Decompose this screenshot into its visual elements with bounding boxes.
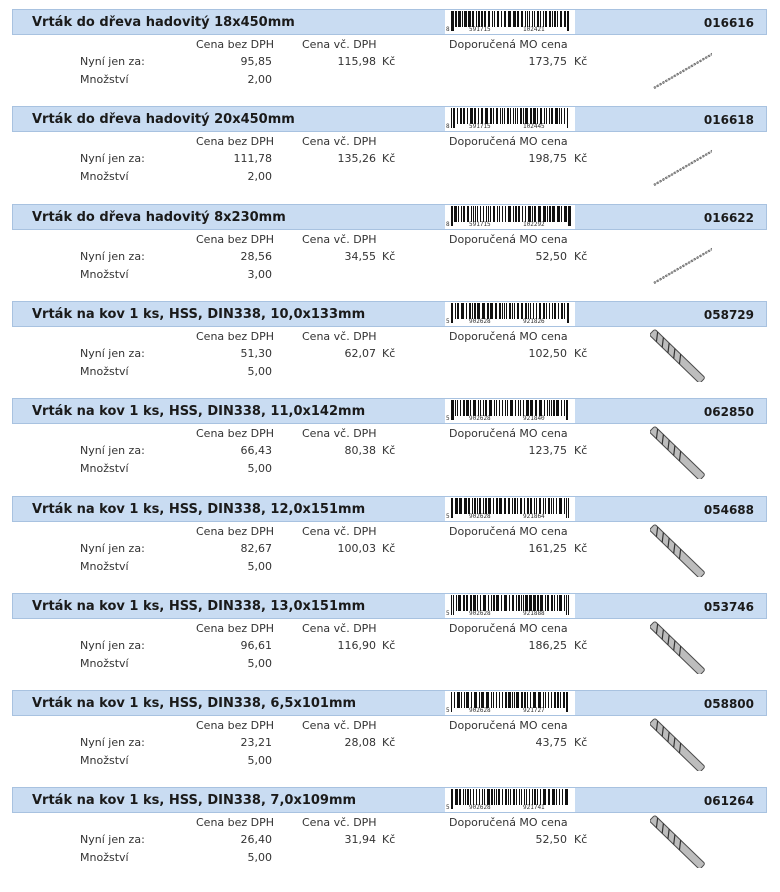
product-item xyxy=(0,681,780,778)
quantity-value: 5,00 xyxy=(247,560,272,573)
recommended-price-header: Doporučená MO cena xyxy=(449,719,568,732)
quantity-value: 2,00 xyxy=(247,170,272,183)
quantity-label: Množství xyxy=(80,754,129,767)
product-code: 061264 xyxy=(703,794,754,808)
currency-label: Kč xyxy=(574,250,588,263)
currency-label: Kč xyxy=(574,736,588,749)
price-vat: 34,55 xyxy=(344,250,376,263)
product-title: Vrták do dřeva hadovitý 8x230mm xyxy=(32,210,286,225)
barcode-group-1: 902628 xyxy=(469,804,491,811)
barcode-bars-icon xyxy=(445,788,575,812)
product-item xyxy=(0,584,780,681)
price-no-vat-header: Cena bez DPH xyxy=(196,233,275,246)
now-only-label: Nyní jen za: xyxy=(80,347,145,360)
currency-label: Kč xyxy=(382,347,396,360)
metal-drill-bit-icon xyxy=(650,523,712,577)
price-no-vat-header: Cena bez DPH xyxy=(196,525,275,538)
recommended-price-header: Doporučená MO cena xyxy=(449,622,568,635)
price-no-vat-header: Cena bez DPH xyxy=(196,427,275,440)
price-no-vat: 82,67 xyxy=(240,542,272,555)
quantity-label: Množství xyxy=(80,268,129,281)
price-no-vat: 96,61 xyxy=(240,639,272,652)
metal-drill-bit-icon xyxy=(650,717,712,771)
product-title: Vrták na kov 1 ks, HSS, DIN338, 11,0x142mm xyxy=(32,404,366,419)
metal-drill-bit-icon xyxy=(650,425,712,479)
barcode-digit: 5 xyxy=(446,610,450,617)
wood-auger-bit-icon xyxy=(650,231,712,285)
quantity-label: Množství xyxy=(80,462,129,475)
product-item xyxy=(0,97,780,194)
price-vat: 100,03 xyxy=(337,542,376,555)
barcode xyxy=(445,691,575,715)
product-code: 058729 xyxy=(703,308,754,322)
quantity-label: Množství xyxy=(80,560,129,573)
recommended-price-header: Doporučená MO cena xyxy=(449,427,568,440)
barcode-group-1: 902628 xyxy=(469,610,491,617)
barcode-bars-icon xyxy=(445,205,575,229)
barcode-digit: 5 xyxy=(446,415,450,422)
barcode-group-1: 902628 xyxy=(469,707,491,714)
now-only-label: Nyní jen za: xyxy=(80,833,145,846)
barcode-digit: 8 xyxy=(446,123,450,130)
price-no-vat-header: Cena bez DPH xyxy=(196,135,275,148)
price-vat: 135,26 xyxy=(337,152,376,165)
price-no-vat: 26,40 xyxy=(240,833,272,846)
price-vat-header: Cena vč. DPH xyxy=(302,38,377,51)
product-item xyxy=(0,292,780,389)
barcode-group-1: 902628 xyxy=(469,415,491,422)
product-header xyxy=(12,9,767,35)
barcode xyxy=(445,205,575,229)
product-header xyxy=(12,593,767,619)
product-header xyxy=(12,787,767,813)
recommended-price: 123,75 xyxy=(528,444,567,457)
barcode-digit: 5 xyxy=(446,804,450,811)
barcode-group-2: 921727 xyxy=(523,707,545,714)
barcode-bars-icon xyxy=(445,497,575,521)
barcode-bars-icon xyxy=(445,107,575,131)
barcode-group-2: 921864 xyxy=(523,513,545,520)
product-code: 016616 xyxy=(703,16,754,30)
quantity-label: Množství xyxy=(80,657,129,670)
barcode-group-1: 902628 xyxy=(469,318,491,325)
product-code: 053746 xyxy=(703,600,754,614)
barcode-group-1: 902628 xyxy=(469,513,491,520)
quantity-value: 5,00 xyxy=(247,365,272,378)
price-vat: 80,38 xyxy=(344,444,376,457)
product-header xyxy=(12,204,767,230)
metal-drill-bit-icon xyxy=(650,814,712,868)
currency-label: Kč xyxy=(574,833,588,846)
barcode xyxy=(445,399,575,423)
price-no-vat: 28,56 xyxy=(240,250,272,263)
product-code: 058800 xyxy=(703,697,754,711)
product-item xyxy=(0,195,780,292)
product-header xyxy=(12,301,767,327)
price-vat-header: Cena vč. DPH xyxy=(302,427,377,440)
price-no-vat: 66,43 xyxy=(240,444,272,457)
barcode-bars-icon xyxy=(445,302,575,326)
currency-label: Kč xyxy=(382,55,396,68)
price-vat-header: Cena vč. DPH xyxy=(302,233,377,246)
price-vat: 116,90 xyxy=(337,639,376,652)
price-vat: 115,98 xyxy=(337,55,376,68)
recommended-price: 52,50 xyxy=(535,833,567,846)
product-item xyxy=(0,0,780,97)
barcode-bars-icon xyxy=(445,10,575,34)
product-title: Vrták na kov 1 ks, HSS, DIN338, 13,0x151mm xyxy=(32,599,366,614)
quantity-label: Množství xyxy=(80,73,129,86)
product-title: Vrták na kov 1 ks, HSS, DIN338, 6,5x101mm xyxy=(32,696,357,711)
price-vat: 28,08 xyxy=(344,736,376,749)
quantity-label: Množství xyxy=(80,851,129,864)
quantity-label: Množství xyxy=(80,365,129,378)
recommended-price: 52,50 xyxy=(535,250,567,263)
recommended-price: 173,75 xyxy=(528,55,567,68)
barcode-bars-icon xyxy=(445,691,575,715)
barcode-group-2: 102445 xyxy=(523,123,545,130)
recommended-price-header: Doporučená MO cena xyxy=(449,330,568,343)
quantity-value: 2,00 xyxy=(247,73,272,86)
barcode xyxy=(445,594,575,618)
now-only-label: Nyní jen za: xyxy=(80,736,145,749)
currency-label: Kč xyxy=(382,542,396,555)
recommended-price-header: Doporučená MO cena xyxy=(449,525,568,538)
price-no-vat: 51,30 xyxy=(240,347,272,360)
product-item xyxy=(0,487,780,584)
product-code: 016618 xyxy=(703,113,754,127)
currency-label: Kč xyxy=(574,347,588,360)
currency-label: Kč xyxy=(382,736,396,749)
now-only-label: Nyní jen za: xyxy=(80,444,145,457)
product-title: Vrták do dřeva hadovitý 20x450mm xyxy=(32,112,295,127)
quantity-value: 5,00 xyxy=(247,657,272,670)
currency-label: Kč xyxy=(382,639,396,652)
barcode-digit: 5 xyxy=(446,513,450,520)
price-no-vat-header: Cena bez DPH xyxy=(196,719,275,732)
product-title: Vrták na kov 1 ks, HSS, DIN338, 12,0x151mm xyxy=(32,502,366,517)
barcode-group-2: 921826 xyxy=(523,318,545,325)
currency-label: Kč xyxy=(382,444,396,457)
barcode-group-2: 921888 xyxy=(523,610,545,617)
currency-label: Kč xyxy=(382,250,396,263)
now-only-label: Nyní jen za: xyxy=(80,250,145,263)
quantity-value: 3,00 xyxy=(247,268,272,281)
product-title: Vrták do dřeva hadovitý 18x450mm xyxy=(32,15,295,30)
price-vat-header: Cena vč. DPH xyxy=(302,525,377,538)
barcode-group-2: 102292 xyxy=(523,221,545,228)
barcode-digit: 5 xyxy=(446,707,450,714)
price-vat-header: Cena vč. DPH xyxy=(302,330,377,343)
wood-auger-bit-icon xyxy=(650,36,712,90)
quantity-label: Množství xyxy=(80,170,129,183)
price-no-vat-header: Cena bez DPH xyxy=(196,330,275,343)
recommended-price-header: Doporučená MO cena xyxy=(449,233,568,246)
price-no-vat: 23,21 xyxy=(240,736,272,749)
now-only-label: Nyní jen za: xyxy=(80,542,145,555)
product-title: Vrták na kov 1 ks, HSS, DIN338, 10,0x133mm xyxy=(32,307,366,322)
quantity-value: 5,00 xyxy=(247,754,272,767)
price-no-vat: 95,85 xyxy=(240,55,272,68)
price-no-vat-header: Cena bez DPH xyxy=(196,816,275,829)
barcode xyxy=(445,302,575,326)
price-vat-header: Cena vč. DPH xyxy=(302,816,377,829)
currency-label: Kč xyxy=(574,55,588,68)
currency-label: Kč xyxy=(574,639,588,652)
barcode-group-1: 591715 xyxy=(469,123,491,130)
barcode-group-2: 921840 xyxy=(523,415,545,422)
product-title: Vrták na kov 1 ks, HSS, DIN338, 7,0x109mm xyxy=(32,793,357,808)
currency-label: Kč xyxy=(382,152,396,165)
price-vat-header: Cena vč. DPH xyxy=(302,622,377,635)
metal-drill-bit-icon xyxy=(650,328,712,382)
quantity-value: 5,00 xyxy=(247,462,272,475)
barcode xyxy=(445,497,575,521)
barcode xyxy=(445,107,575,131)
barcode-group-1: 591715 xyxy=(469,26,491,33)
barcode-group-2: 102421 xyxy=(523,26,545,33)
product-code: 016622 xyxy=(703,211,754,225)
now-only-label: Nyní jen za: xyxy=(80,152,145,165)
barcode-digit: 5 xyxy=(446,318,450,325)
price-vat: 62,07 xyxy=(344,347,376,360)
barcode-bars-icon xyxy=(445,399,575,423)
product-code: 054688 xyxy=(703,503,754,517)
product-item xyxy=(0,389,780,486)
recommended-price-header: Doporučená MO cena xyxy=(449,816,568,829)
barcode-bars-icon xyxy=(445,594,575,618)
price-vat-header: Cena vč. DPH xyxy=(302,719,377,732)
now-only-label: Nyní jen za: xyxy=(80,639,145,652)
barcode-digit: 8 xyxy=(446,221,450,228)
recommended-price: 198,75 xyxy=(528,152,567,165)
barcode-digit: 8 xyxy=(446,26,450,33)
barcode xyxy=(445,10,575,34)
price-no-vat: 111,78 xyxy=(233,152,272,165)
product-header xyxy=(12,690,767,716)
quantity-value: 5,00 xyxy=(247,851,272,864)
metal-drill-bit-icon xyxy=(650,620,712,674)
product-code: 062850 xyxy=(703,405,754,419)
product-item xyxy=(0,778,780,875)
recommended-price: 161,25 xyxy=(528,542,567,555)
barcode xyxy=(445,788,575,812)
product-header xyxy=(12,398,767,424)
currency-label: Kč xyxy=(382,833,396,846)
now-only-label: Nyní jen za: xyxy=(80,55,145,68)
price-no-vat-header: Cena bez DPH xyxy=(196,622,275,635)
recommended-price: 102,50 xyxy=(528,347,567,360)
recommended-price-header: Doporučená MO cena xyxy=(449,135,568,148)
recommended-price-header: Doporučená MO cena xyxy=(449,38,568,51)
recommended-price: 43,75 xyxy=(535,736,567,749)
price-no-vat-header: Cena bez DPH xyxy=(196,38,275,51)
barcode-group-2: 921741 xyxy=(523,804,545,811)
currency-label: Kč xyxy=(574,444,588,457)
recommended-price: 186,25 xyxy=(528,639,567,652)
wood-auger-bit-icon xyxy=(650,133,712,187)
currency-label: Kč xyxy=(574,152,588,165)
barcode-group-1: 591715 xyxy=(469,221,491,228)
price-vat-header: Cena vč. DPH xyxy=(302,135,377,148)
currency-label: Kč xyxy=(574,542,588,555)
product-header xyxy=(12,496,767,522)
product-header xyxy=(12,106,767,132)
price-vat: 31,94 xyxy=(344,833,376,846)
